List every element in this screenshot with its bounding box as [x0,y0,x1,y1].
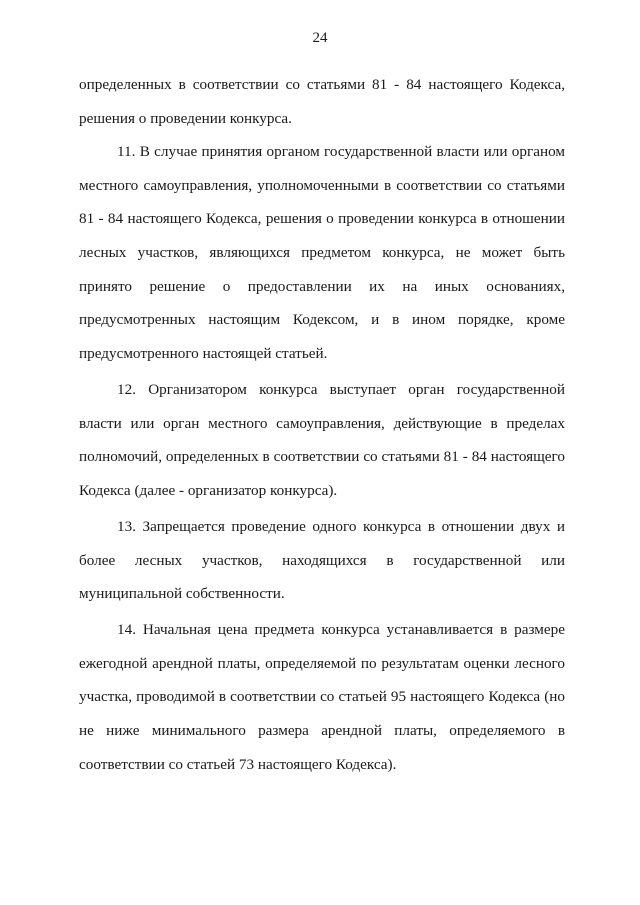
text-line: 11. В случае принятия органом государственной власти или органом [117,143,565,160]
text-line: 12. Организатором конкурса выступает орган государственной [117,381,565,398]
text-line: власти или орган местного самоуправления, действующие в пределах [79,414,565,432]
text-line: местного самоуправления, уполномоченными в соответствии со статьями [79,176,565,194]
text-line: 13. Запрещается проведение одного конкурса в отношении двух и [117,518,565,535]
text-line: муниципальной собственности. [79,585,285,603]
text-line: ежегодной арендной платы, определяемой по результатам оценки лесного [79,654,565,672]
paragraph-13 [79,510,565,611]
paragraph-12 [79,373,565,508]
text-line: определенных в соответствии со статьями 81 - 84 настоящего Кодекса, [79,76,565,93]
text-line: Кодекса (далее - организатор конкурса). [79,482,338,500]
text-line: соответствии со статьей 73 настоящего Кодекса). [79,755,397,773]
text-line: предусмотренных настоящим Кодексом, и в ином порядке, кроме [79,311,565,329]
text-line: более лесных участков, находящихся в государственной или [79,551,565,569]
text-line: лесных участков, являющихся предметом конкурса, не может быть [79,244,565,262]
paragraph-11 [79,135,565,371]
text-line: предусмотренного настоящей статьей. [79,345,328,363]
text-line: участка, проводимой в соответствии со статьей 95 настоящего Кодекса (но [79,688,565,706]
text-line: не ниже минимального размера арендной платы, определяемого в [79,722,565,740]
page-number: 24 [312,30,328,46]
text-line: 81 - 84 настоящего Кодекса, решения о проведении конкурса в отношении [79,210,565,228]
paragraph-continuation [79,68,565,135]
text-line: принято решение о предоставлении их на иных основаниях, [79,277,565,295]
text-line: решения о проведении конкурса. [79,109,292,127]
paragraph-14 [79,613,565,781]
text-line: полномочий, определенных в соответствии со статьями 81 - 84 настоящего [79,448,565,466]
text-line: 14. Начальная цена предмета конкурса устанавливается в размере [117,621,565,638]
